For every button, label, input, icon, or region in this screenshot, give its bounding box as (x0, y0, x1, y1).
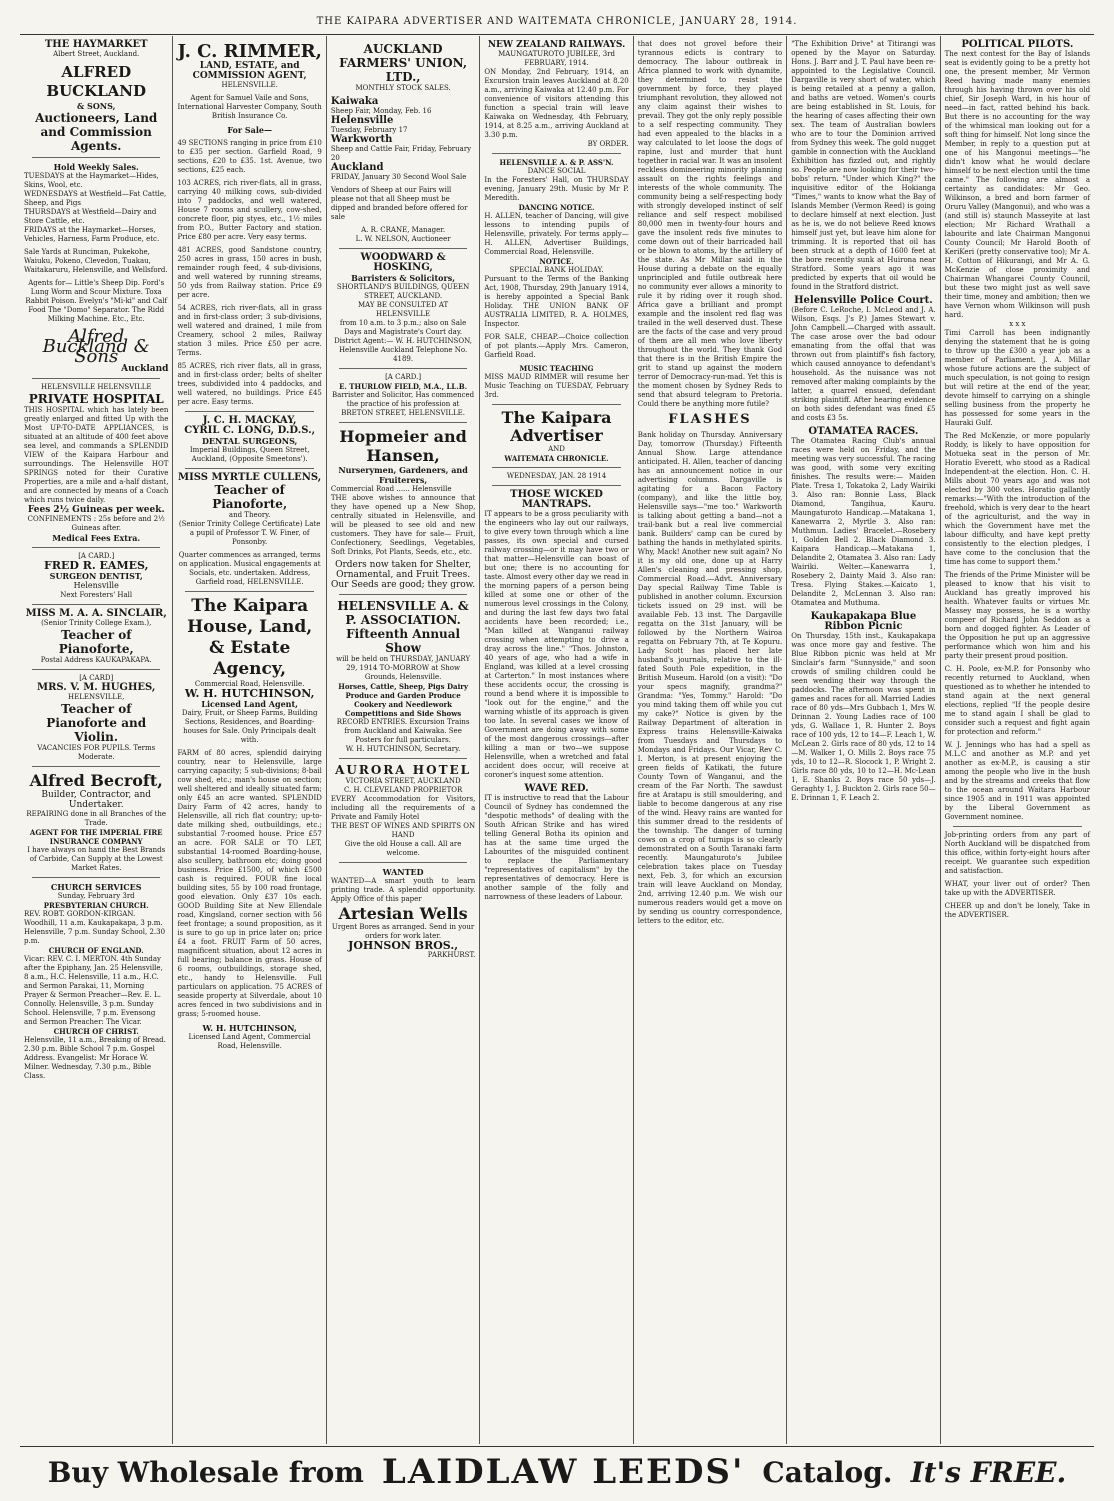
imperial-fire: AGENT FOR THE IMPERIAL FIRE INSURANCE COMPANY (29, 828, 163, 846)
hughes-town: HELENSVILLE, (68, 693, 125, 701)
sale-yards: Sale Yards at Runciman, Pukekohe, Waiuku, Pokeno, Clevedon, Tuakau, Waitakaruru, Helensville, and Wellsford. (24, 248, 168, 274)
sale-thursday: THURSDAYS at Westfield—Dairy and Store Cattle, etc. (24, 208, 157, 225)
johnson-town: PARKHURST. (427, 951, 476, 959)
dance-social: DANCE SOCIAL (527, 167, 586, 175)
presbyterian-text: REV. ROBT. GORDON-KIRGAN. Woodhill, 11 a.m. Kaukapakapa, 3 p.m. Helensville, 7 p.m. Sunday School, 2.30 p.m. (24, 910, 166, 945)
kaiwaka-date: Sheep Fair, Monday, Feb. 16 (330, 107, 432, 115)
confinements: CONFINEMENTS : 25s before and 2½ Guineas after. (27, 515, 165, 532)
auckland-label: Auckland (121, 364, 169, 374)
divider (339, 758, 467, 759)
footer-free: It's FREE. (910, 1455, 1067, 1489)
paper-title: The Kaipara Advertiser (501, 408, 612, 445)
nursery-address: Commercial Road ...... Helensville (330, 485, 452, 493)
divider (339, 248, 467, 249)
divider (32, 378, 160, 379)
sale-friday: FRIDAYS at the Haymarket—Horses, Vehicles, Harness, Farm Produce, etc. (24, 226, 160, 243)
cheer-ad: CHEER up and don't be lonely, Take in the ADVERTISER. (944, 902, 1091, 919)
listing-481: 481 ACRES, good Sandstone country, 250 acres in grass, 150 acres in bush, remainder rough feed, 4 sub-divisions, and well watered by running streams, 50 yds from Railway station. Price £9 per acre. (177, 246, 322, 299)
for-sale-cheap: FOR SALE, CHEAP.—Choice collection of pot plants.—Apply Mrs. Cameron, Garfield Road. (484, 333, 629, 359)
news-items: "The Exhibition Drive" at Titirangi was opened by the Mayor on Saturday. Hons. J. Barr and J. T. Paul have been re-appointed to the Legislative Council. Dargaville is very short of water, which is being retailed at a penny a gallon, and baths are vetoed. Women's courts are being established in St. Louis, for the hearing of cases affecting their own sex. The team of Australian bowlers who are to tour the Dominion arrived from Sydney this week. The gold nugget gamble in connection with the Auckland Exhibition has fizzled out, and rightly so. People are now looking for their two-bobs' return. "Under which King?" the inquisitive editor of the Hokianga "Times," wants to know what the Bay of Islands Member (Vermon Reed) is going to declare himself at next election. Just as he is, we do not believe Reed knows himself just yet, but leave him alone for trimming. It is reported that oil has been struck at a depth of 1600 feet at the bore recently sunk at Huirona near Stratford. Some years ago it was predicted by experts that oil would be found in the Stratford district. (791, 40, 936, 291)
haymarket-heading: THE HAYMARKET (44, 39, 148, 50)
aurora-wines: THE BEST OF WINES AND SPIRITS ON HAND (331, 822, 476, 839)
column-2 (173, 36, 326, 1444)
divider (492, 404, 620, 405)
jubilee-heading: MAUNGATUROTO JUBILEE, 3rd FEBRUARY, 1914. (498, 50, 615, 67)
bank-holiday: SPECIAL BANK HOLIDAY. (509, 266, 604, 274)
columns (20, 36, 1094, 1444)
divider (339, 862, 467, 863)
divider (339, 368, 467, 369)
kaipara-house-title: The Kaipara House, Land, & Estate Agency, (187, 596, 313, 679)
cullens-quarter: Quarter commences as arranged, terms on application. Musical engagements at Socials, etc. undertaken. Address, Garfield road, HELENSVILLE. (178, 551, 321, 586)
divider (339, 594, 467, 595)
johnson-bros: JOHNSON BROS., (348, 939, 459, 952)
column-4 (480, 36, 633, 1444)
dental-address: Imperial Buildings, Queen Street, Auckland, (Opposite Smeetons'). (189, 446, 310, 463)
wave-heading: WAVE RED. (524, 783, 589, 794)
becroft-trade: Builder, Contractor, and Undertaker. (41, 790, 152, 810)
buckland-name: ALFRED BUCKLAND (46, 63, 147, 100)
card-label: [A CARD.] (385, 373, 422, 381)
liver-ad: WHAT, your liver out of order? Then take up with the ADVERTISER. (944, 880, 1091, 897)
masthead-title: THE KAIPARA ADVERTISER AND WAITEMATA CHRONICLE, JANUARY 28, 1914. (316, 15, 798, 27)
divider (185, 411, 313, 412)
long-name: CYRIL C. LONG, D.D.S., (184, 425, 316, 436)
barristers: Barristers & Solicitors, (351, 273, 456, 283)
footer-banner (20, 1448, 1094, 1496)
column-1 (20, 36, 173, 1444)
hospital-heading: HELENSVILLE HELENSVILLE (40, 383, 152, 391)
card-label: [A CARD.] (78, 552, 115, 560)
auckland-heading: Auckland (330, 162, 384, 173)
column-3 (327, 36, 480, 1444)
wicked-heading: THOSE WICKED MANTRAPS. (510, 489, 603, 510)
otamatea-heading: OTAMATEA RACES. (808, 426, 919, 437)
listing-103: 103 ACRES, rich river-flats, all in grass, carrying 40 milking cows, sub-divided into 7 paddocks, and well watered, House 7 rooms and scullery, cow-shed, concrete floor, pig styes, etc., 1½ miles from P.O., Butter Factory and station. Price £80 per acre. Very easy terms. (177, 179, 322, 241)
buckland-sons: & SONS, (77, 101, 116, 111)
dancing-notice: DANCING NOTICE. (518, 203, 595, 212)
sinclair-name: MISS M. A. A. SINCLAIR, (25, 608, 167, 619)
divider (32, 669, 160, 670)
hughes-piano: Teacher of Pianoforte and Violin. (46, 702, 147, 744)
divider (492, 485, 620, 486)
paper-date: WEDNESDAY, JAN. 28 1914 (506, 472, 607, 480)
dental-surgeons: DENTAL SURGEONS, (201, 436, 298, 446)
picnic-text: On Thursday, 15th inst., Kaukapakapa was once more gay and festive. The Blue Ribbon picnic was held at Mr Sinclair's farm "Sunnyside," and soon crowds of smiling children could be seen wending their way through the paddocks. The afternoon was spent in games and races for all. Married Ladies race of 80 yds—Mrs Gubbach 1, Mrs W. Drinnan 2. Young Ladies race of 100 yds, G. Wallace 1, R. Hunter 2. Boys race of 100 yds, 12 to 14—F. Leach 1, W. McLean 2. Girls race of 80 yds, 12 to 14—M. Walker 1, O. Mills 2. Boys race 75 yds, 10 to 12—R. Slocock 1, P. Wright 2. Girls race 80 yds, 10 to 12—H. Mc-Lean 1, E. Shanks 2. Boys race 50 yds—J. Geraghty 1, J. Buckton 2. Girls race 50—E. Drinnan 1, F. Leach 2. (791, 632, 936, 802)
cullens-piano: Teacher of Pianoforte, (212, 483, 288, 511)
divider (492, 153, 620, 154)
job-printing: Job-printing orders from any part of North Auckland will be dispatched from this office, within forty-eight hours after receipt. We guarantee such expedition and satisfaction. (944, 831, 1091, 875)
sinclair-address: Postal Address KAUKAPAKAPA. (40, 656, 152, 664)
hospital-title: PRIVATE HOSPITAL (28, 392, 164, 406)
woodward-name: WOODWARD & HOSKING, (360, 252, 446, 273)
eames-town: Helensville (73, 581, 119, 590)
hopmeier-title: Hopmeier and Hansen, (339, 427, 467, 465)
sale-tuesday: TUESDAYS at the Haymarket—Hides, Skins, Wool, etc. (24, 172, 159, 189)
rimmer-name: J. C. RIMMER, (177, 41, 322, 62)
buckland-logo: Alfred Buckland & Sons (42, 326, 150, 367)
jubilee-text: ON Monday, 2nd February, 1914, an Excursion train leaves Auckland at 8.20 a.m., arriving Kaiwaka at 12.40 p.m. For convenience of visitors attending this function a special train will leave Kaiwaka on Wednesday, 4th February, 1914, at 8.25 a.m., arriving Auckland at 3.30 p.m. (484, 68, 629, 139)
divider (185, 591, 313, 592)
aurora-text: EVERY Accommodation for Visitors, including all the requirements of a Private and Family Hotel (330, 795, 476, 821)
presbyterian-heading: PRESBYTERIAN CHURCH. (43, 901, 149, 910)
hospital-fees: Fees 2½ Guineas per week. (27, 505, 165, 515)
by-order: BY ORDER. (587, 140, 629, 148)
flashes-heading: FLASHES (668, 412, 752, 427)
divider (492, 467, 620, 468)
helensville-heading: Helensville (330, 115, 394, 126)
england-heading: CHURCH OF ENGLAND. (48, 946, 144, 955)
becroft-repair: REPAIRING done in all Branches of the Trade. (26, 810, 167, 827)
allen-text: H. ALLEN, teacher of Dancing, will give lessons to intending pupils of Helensville, privately. For terms apply— H. ALLEN, Advertiser Buildings, Commercial Road, Helensville. (484, 212, 629, 256)
foresters-hall: Next Foresters' Hall (60, 591, 133, 599)
sinclair-piano: Teacher of Pianoforte, (58, 628, 134, 656)
political-text-3: The Red McKenzie, or more popularly Roddy, is likely to have opposition for Motueka seat in the person of Mr. Horatio Everett, who stood as a Radical Independent-at the election. Hon. C. H. Mills about 70 years ago and was not elected by 300 votes. Horatio gallantly remarks:—"With the introduction of the freehold, which is very dear to the heart of the agriculturist, and the way in which the Government have met the labour difficulty, and have kept pretty consistently to the election pledges, I have come to the conclusion that the time has come to support them." (944, 432, 1091, 566)
christ-text: Helensville, 11 a.m., Breaking of Bread. 2.30 p.m. Bible School 7 p.m. Gospel Address. Evangelist: Mr Horace W. Milner. Wednesday, 7.30 p.m., Bible Class. (24, 1036, 166, 1080)
aurora-welcome: Give the old House a call. All are welcome. (344, 840, 462, 857)
church-services: CHURCH SERVICES (50, 882, 142, 892)
helensville-date: Tuesday, February 17 (330, 126, 408, 134)
divider (32, 604, 160, 605)
aurora-hotel: AURORA HOTEL (335, 763, 472, 777)
flashes-text: Bank holiday on Thursday. Anniversary Day, tomorrow (Thursday.) Fifteenth Annual Show. Large attendance anticipated. H. Allen, teacher of dancing has an announcement notice in our advertising columns. Dargaville is agitating for a Bacon Factory (company), and like the little boy, Helensville says—"me too." Warkworth is talking about getting a band—not a trail-bank but a real live commercial bank. Builders' camp can be cured by bathing the hands in methylated spirits. Why, Mack! Another new suit again? No it is my old one, done up at Harry Allen's cleaning and pressing shop, Commercial Road.—Advt. Anniversary Day special Railway Time Table is published in another column. Excursion tickets issued on 29 inst. will be available Feb. 13 inst. The Dargaville regatta on the 31st January, will be followed by the Northern Wairoa regatta on February 7th, at Te Kopuru. Lady Scott has placed her late husband's journals, relative to the ill-fated South Pole expedition, in the British Museum. Harold (on a visit): "Do your specs magnify, grandma?" Grandma: "Yes, Tommy." Harold: "Do you mind taking them off while you cut my cake?" Notice is given by the Railway Department of alteration in Express trains Helensville-Kaiwaka from Tuesdays and Thursdays to Mondays and Fridays. Our Vicar, Rev C. I. Merton, is at present enjoying the green fields of Katikati, the future County Town of Wanganui, and the cream of the Far North. The sawdust fire at Aratapu is still smouldering, and liable to become dangerous at any rise of the wind. Heavy rains are wanted for this summer dread to the residents of the township. The danger of turning cows on a crop of turnips is so clearly demonstrated on a South Taranaki farm recently. Maungaturoto's Jubilee celebration takes place on Tuesday next, Feb. 3, for which an excursion train will leave Auckland on Monday, 2nd, arriving 12.40 p.m. We wish our numerous readers would get a move on by sending us country correspondence, letters to the editor, etc. (637, 431, 783, 925)
listing-49: 49 SECTIONS ranging in price from £10 to £35 per section. Garfield Road, 9 sections, £20 to £35. 1st. Avenue, two sections, £25 each. (177, 139, 322, 174)
aurora-address: VICTORIA STREET, AUCKLAND (345, 777, 461, 785)
rimmer-business: LAND, ESTATE, and COMMISSION AGENT, (192, 61, 307, 81)
political-text-6: W. J. Jennings who has had a spell as M.L.C and another as M.P. and yet another as ex-M.P., is causing a stir among the people who live in the bush and by the streams and creeks that flow to the ocean around Waitara Harbour since 1905 and in 1911 was appointed by the Liberal Government as Government nominee. (944, 741, 1091, 821)
rimmer-agent: Agent for Samuel Vaile and Sons, International Harvester Company, South British Insurance Co. (177, 94, 322, 120)
political-heading: POLITICAL PILOTS. (961, 39, 1074, 50)
crane-manager: A. R. CRANE, Manager. (361, 226, 446, 234)
show-categories: Horses, Cattle, Sheep, Pigs Dairy Produce and Garden Produce Cookery and Needlework Competitions and Side Shows (338, 682, 468, 718)
dentist-title: SURGEON DENTIST, (49, 571, 143, 581)
masthead (18, 10, 1096, 32)
orders-taken: Orders now taken for Shelter, Ornamental, and Fruit Trees. (335, 560, 472, 580)
hutchinson-role: Licensed Land Agent, (201, 699, 298, 709)
political-text-4: The friends of the Prime Minister will be pleased to know that his visit to Auckland has greatly improved his health. Whatever faults or virtues Mr. Massey may possess, he is a worthy compeer of Richard John Seddon as a born and dogged fighter. As Leader of the Opposition he put up an aggressive performance which won him and his party their present proud position. (944, 571, 1091, 660)
sale-wednesday: WEDNESDAYS at Westfield—Fat Cattle, Sheep, and Pigs (24, 190, 167, 207)
carbide-note: I have always on hand the Best Brands of Carbide, Can Supply at the Lowest Market Rates. (27, 846, 166, 872)
footer-laidlaw: LAIDLAW LEEDS' (381, 1452, 745, 1492)
christ-heading: CHURCH OF CHRIST. (53, 1027, 139, 1036)
dance-text: In the Foresters' Hall, on THURSDAY evening, January 29th. Music by Mr P. Meredith. (484, 176, 629, 202)
monthly-sales: MONTHLY STOCK SALES. (355, 84, 451, 92)
wave-text: IT is instructive to read that the Labour Council of Sydney has condemned the "despotic methods" of dealing with the South African Strike and has wired telling General Botha its opinion and has at the same time urged the Labourites of the misguided continent to replace the Parliamentary "representatives of capitalism" by the representatives of democracy. Here is another sample of the folly and narrowness of these leaders of Labour. (484, 794, 629, 901)
hutchinson-name-2: W. H. HUTCHINSON, (202, 1023, 297, 1033)
political-text-2: Timi Carroll has been indignantly denying the statement that he is going to throw up the £300 a year job as a member of Parliament. J. A. Millar whose future actions are the subject of much speculation, is not going to resign but will retire at the end of the year, devote himself to carrying on a shingle selling business from the property he has possessed for some years in the Hauraki Gulf. (944, 329, 1091, 427)
rimmer-town: HELENSVILLE. (221, 81, 278, 89)
kaipara-house-address: Commercial Road, Helensville. (194, 680, 305, 688)
consult-hours: from 10 a.m. to 3 p.m.; also on Sale Days and Magistrate's Court day. (339, 319, 467, 336)
paper-subtitle: WAITEMATA CHRONICLE. (504, 454, 609, 463)
listing-54: 54 ACRES, rich river-flats, all in grass and in first-class order; 3 sub-divisions, well watered and drained, 1 mile from Creamery, school 2 miles, Railway station 3 miles. Price £50 per acre. Terms. (177, 304, 322, 357)
haymarket-address: Albert Street, Auckland. (53, 50, 140, 58)
farm-listings: FARM of 80 acres, splendid dairying country, near to Helensville, large carrying capacity; 5 sub-divisions; 8-bail cow shed, etc.; man's house on section; well sheltered and ideally situated farm; only £45 an acre wanted. SPLENDID Dairy Farm of 42 acres, handy to Helensville, all rich flat country; up-to-date milking shed, outbuildings, etc.; substantial 7-roomed house. Price £57 an acre. FOR SALE or TO LET, substantial 14-roomed Boarding-house, also scullery, bathroom etc; doing good business. Price £1500, of which £500 cash is required. FOUR fine local building sites, 55 by 100 road frontage, good elevation. Only £37 10s each. GOOD Building Site at New Ellendale road, Kingsland, corner section with 56 feet frontage; a sound proposition, as it is sure to go up in price later on; price £4 a foot. FRUIT Farm of 50 acres, magnificent situation, about 12 acres in full bearing; balance in grass. House of 6 rooms, outbuildings, storage shed, etc., handy to Helensville. Full particulars on application. 75 ACRES of seaside property at Silverdale, about 10 acres fenced in two subdivisions and in grass; 5-roomed house. (177, 749, 322, 1018)
divider (953, 826, 1082, 827)
hospital-text: THIS HOSPITAL which has lately been greatly enlarged and fitted Up with the Most UP-TO-DATE APPLIANCES, is situated at an altitude of 400 feet above sea level, and commands a SPLENDID VIEW of the Kaipara Harbour and surroundings. The Helensville HOT SPRINGS noted for their Curative Properties, are a mile and a-half distant, and are connected by means of a Coach which runs twice daily. (24, 406, 169, 504)
kaiwaka-heading: Kaiwaka (330, 96, 379, 107)
cullens-theory: and Theory. (228, 511, 271, 519)
political-text-5: C. H. Poole, ex-M.P. for Ponsonby who recently returned to Auckland, when questioned as to whether he intended to stand again at the next general elections, replied "If the people desire me to stand again I shall be glad to consider such a request and fight again for protection and reform." (944, 665, 1091, 736)
divider (339, 422, 467, 423)
auctioneers: Auctioneers, Land and Commission Agents. (35, 111, 158, 153)
picnic-heading: Kaukapakapa Blue Ribbon Picnic (810, 611, 917, 632)
aurora-proprietor: C. H. CLEVELAND PROPRIETOR (343, 786, 463, 794)
nursery-trade: Nurserymen, Gardeners, and Fruiterers, (338, 465, 468, 485)
field-text: Barrister and Solicitor, Has commenced the practice of his profession at BRETON STREET, HELENSVILLE. (332, 391, 475, 417)
shortland-address: SHORTLAND'S BUILDINGS, QUEEN STREET, AUCKLAND. (336, 283, 470, 300)
wanted-text: WANTED—A smart youth to learn printing trade. A splendid opportunity. Apply Office of this paper (330, 877, 476, 903)
church-date: Sunday, February 3rd (57, 892, 135, 900)
cullens-name: MISS MYRTLE CULLENS, (178, 472, 322, 483)
column-7 (941, 36, 1094, 1444)
editorial-continued: that does not grovel before their tyrannous edicts is contrary to democracy. The labour outbreak in Africa planned to work with dynamite, they determined to resist the government by force, they played triumphant revolution, they allowed not any claim against their wishes to prevail. They got the only reply possible to a self respecting community. They had even appealed to the blacks in a way calculated to let loose the dogs of rapine, lust and murder that hunt together in racial war. It was an insolent reckless domineering minority planning assault on the rights feelings and interests of the whole community. The community being a self-respecting body with strongly developed instinct of self reliance and self respect mobilised 80,000 men in twenty-four hours and gave the insolent reds five minutes to come down out of their barricaded hall or be blown to atoms, by the artillery of the state. As Mr Millar said in the House during a debate on the equally unprincipled and futile outbreak here no community ever allows a minority to rule it by riding over it rough shod. Africa gave a brilliant and prompt example and the insolent red flag was trailed in the well deserved dust. These are the facts of the case and very proud of them are all men who love liberty throughout the world. They thank God that there is in the British Empire the grit to stand up against the modern terror of Democracy-run-mad. Yet this is the moment chosen by Sydney Reds to send that absurd telegram to Pretoria. Could there be anything more futile? (637, 40, 783, 408)
column-5 (634, 36, 787, 1444)
bottom-rule (20, 1446, 1094, 1447)
weekly-sales: Hold Weekly Sales. (53, 162, 139, 172)
show-date: will be held on THURSDAY, JANUARY 29, 1914 TO-MORROW at Show Grounds, Helensville. (336, 655, 471, 681)
sinclair-exam: (Senior Trinity College Exam.), (41, 619, 152, 627)
eames-name: FRED R. EAMES, (44, 559, 149, 572)
wanted-heading: WANTED (382, 867, 424, 877)
top-rule (20, 34, 1094, 35)
music-text: MISS MAUD RIMMER will resume her Music Teaching on TUESDAY, February 3rd. (484, 373, 629, 399)
footer-buy: Buy Wholesale from (47, 1455, 364, 1489)
farmers-union-title: AUCKLAND FARMERS' UNION, LTD., (339, 42, 468, 84)
listing-85: 85 ACRES, rich river flats, all in grass, and in first-class order; belts of shelter trees, subdivided into 4 paddocks, and well watered, no buildings. Price £45 per acre. Easy terms. (177, 362, 322, 406)
consulted-at: MAY BE CONSULTED AT HELENSVILLE (357, 301, 449, 318)
for-sale-heading: For Sale— (227, 125, 272, 135)
ap-dance-heading: HELENSVILLE A. & P. ASS'N. (499, 158, 614, 167)
paper-and: AND (548, 445, 565, 453)
wicked-text: IT appears to be a gross peculiarity with the engineers who lay out our railways, to give every town through which a line passes, its own special and cursed railway crossing—or it may have two or that matter—Helensville can boast of but one; there is no accounting for taste. Almost every other day we read in the morning papers of a person being killed at some one or other of the numerous level crossings in the Colony, and during the last few days two fatal accidents have been recorded; i.e., "Man killed at Wanganui railway crossing when attempting to drive a dray across the line." "Thos. Johnston, 40 years of age, who had a wife in England, was killed at a level crossing at Carterton." In most instances where these accidents occur, the crossing is round a bend where it is impossible to "look out for the engine," and the warning whistle of its approach is given too late. In several cases we know of Government are doing away with some of the most dangerous crossings—after killing a man or two—we suppose Helensville, when a wretched and fatal accident does occur, will receive at coroner's inquest some attention. (484, 510, 629, 779)
becroft-name: Alfred Becroft, (29, 771, 163, 790)
railways-heading: NEW ZEALAND RAILWAYS. (487, 40, 626, 50)
music-teaching: MUSIC TEACHING (519, 364, 594, 373)
auckland-date: FRIDAY, January 30 Second Wool Sale (330, 173, 467, 181)
police-court-heading: Helensville Police Court. (794, 295, 933, 306)
separator-x: x x x (1009, 320, 1026, 328)
hutchinson-name: W. H. HUTCHINSON, (184, 687, 315, 700)
otamatea-text: The Otamatea Racing Club's annual races were held on Friday, and the meeting was very successful. The racing was good, with some very exciting finishes. The results were:— Maiden Plate. Tresa 1, Tokatoka 2, Lady Wairiki 3. Also ran: Bonnie Lass, Black Diamond, Tangihua, Kauru. Maungaturoto Handicap.—Matakana 1, Kanewarra 2, Myrtle 3. Also ran: Muthmun. Ladies' Bracelet.—Rosebery 1, Golden Bell 2. Black Diamond 3. Kaipara Handicap.—Matakana 1, Delandite 2, Otamatea 3. Also ran: Lady Wairiki. Welter.—Kanewarra 1, Rosebery 2, Dainty Maid 3. Also ran: Tresa. Flying Stakes.—Kaicato 1, Delandite 2, McLennan 3. Also ran: Otamatea and Muthuma. (791, 437, 936, 607)
divider (32, 766, 160, 767)
field-name: E. THURLOW FIELD, M.A., LL.B. (339, 382, 468, 391)
annual-show: Fifteenth Annual Show (346, 627, 461, 655)
cullens-cert: (Senior Trinity College Certificate) Late a pupil of Professor T. W. Finer, of Ponsonby. (178, 520, 321, 546)
notice-heading: NOTICE. (539, 257, 574, 266)
divider (32, 547, 160, 548)
nursery-text: THE above wishes to announce that they have opened up a New Shop, centrally situated in Helensville, and will be pleased to see old and new customers. They have for sale— Fruit, Confectionery, Seedlings, Vegetables, Soft Drinks, Pot Plants, Seeds, etc., etc. (330, 494, 476, 556)
political-text-1: The next contest for the Bay of Islands seat is evidently going to be a pretty hot one, the present member, Mr Vermon Reed having made many enemies through his having thrown over his old chief, Sir Joseph Ward, in his hour of need—in fact, ratted behind his back. But there is no accounting for the way of the whimsical man looking out for a soft thing for himself. Not long since the Member, in reply to a question put at one of his Mangonui meetings—"he didn't know what he would declare himself to be next election until the time came." The following are almost a certainty as candidates: Mr Geo. Wilkinson, a bred and born farmer of Oruru Valley (Mangonui), and who was a (and still is) staunch Masseyite at last election; Mr Richard Wrathall a labourite and late Chairman Mangonui County Council; Mr Harold Booth of KeriKeri (pretty conservative too); Mr A. H. Cotton of Hikurangi, and Mr A. G. McKenzie of close proximity and Chairman Whangarei County Council, but these two might just as well save their time, money and ambition; then we have Vernon whom Wilkinson will push hard. (944, 50, 1091, 319)
card-label: [A CARD] (79, 674, 114, 682)
nelson-auctioneer: L. W. NELSON, Auctioneer (355, 235, 451, 243)
artesian-text: Urgent Bores as arranged. Send in your orders for work later. (331, 923, 475, 940)
hughes-name: MRS. V. M. HUGHES, (37, 682, 156, 693)
ap-association: HELENSVILLE A. & P. ASSOCIATION. (337, 599, 469, 627)
footer-catalog: Catalog. (762, 1455, 893, 1489)
divider (32, 157, 160, 158)
mackay-name: J. C. H. MACKAY, (202, 415, 297, 426)
district-agent: District Agent:— W. H. HUTCHINSON, Helensville Auckland Telephone No. 4189. (334, 337, 472, 363)
england-text: Vicar: REV. C. I. MERTON. 4th Sunday after the Epiphany, Jan. 25 Helensville, 8 a.m., H.C. Helensville, 11 a.m., H.C. and Sermon Parakai, 11, Morning Prayer & Sermon Preacher—Rev. E. L. Connolly. Helensville, 3 p.m. Sunday School. Helensville, 7 p.m. Evensong and Sermon Preacher: The Vicar. (24, 955, 163, 1026)
police-court-text: (Before C. LeRoche, I. McLeod and J. A. Wilson, Esqs. J's P.) James Stewart v. John Campbell.—Charged with assault. The case arose over the bad odour emanating from the offal that was thrown out from plaintiff's fish factory, which caused annoyance to defendant's household. As the nuisance was not removed after making complaints by the latter, a quarrel ensued, defendant striking plaintiff. After hearing evidence on both sides defendant was fined £5 and costs £3 5s. (791, 306, 936, 422)
column-6 (787, 36, 940, 1444)
divider (32, 877, 160, 878)
agents-list: Agents for— Little's Sheep Dip. Ford's Lung Worm and Scour Mixture. Toxa Rabbit Poison. Evelyn's "Mi-ki" and Calf Food The "Domo" Separator. The Ridd Milking Machine. Etc., Etc. (25, 279, 168, 323)
hutchinson-dealing: Dairy, Fruit, or Sheep Farms, Building Sections, Residences, and Boarding-houses for Sale. Only Principals dealt with. (181, 709, 318, 744)
show-secretary: W. H. HUTCHINSON, Secretary. (345, 745, 461, 753)
record-entries: RECORD ENTRIES. Excursion Trains from Auckland and Kaiwaka. See Posters for full particulars. (336, 718, 470, 744)
artesian-title: Artesian Wells (338, 904, 468, 923)
warkworth-heading: Warkworth (330, 134, 393, 145)
seeds-note: Our Seeds are good; they grow. (331, 580, 476, 590)
warkworth-date: Sheep and Cattle Fair, Friday, February 20 (330, 145, 472, 162)
medical-fees: Medical Fees Extra. (52, 533, 141, 543)
hughes-vacancies: VACANCIES FOR PUPILS. Terms Moderate. (37, 744, 156, 761)
divider (185, 468, 313, 469)
hutchinson-role-2: Licensed Land Agent, Commercial Road, Helensville. (188, 1033, 311, 1050)
bank-holiday-text: Pursuant to the Terms of the Banking Act, 1908, Thursday, 29th January 1914, is hereby appointed a Special Bank Holiday. THE UNION BANK OF AUSTRALIA LIMITED, R. A. HOLMES, Inspector. (484, 275, 629, 328)
vendors-note: Vendors of Sheep at our Fairs will please not that all Sheep must be dipped and branded before offered for sale (330, 186, 468, 221)
